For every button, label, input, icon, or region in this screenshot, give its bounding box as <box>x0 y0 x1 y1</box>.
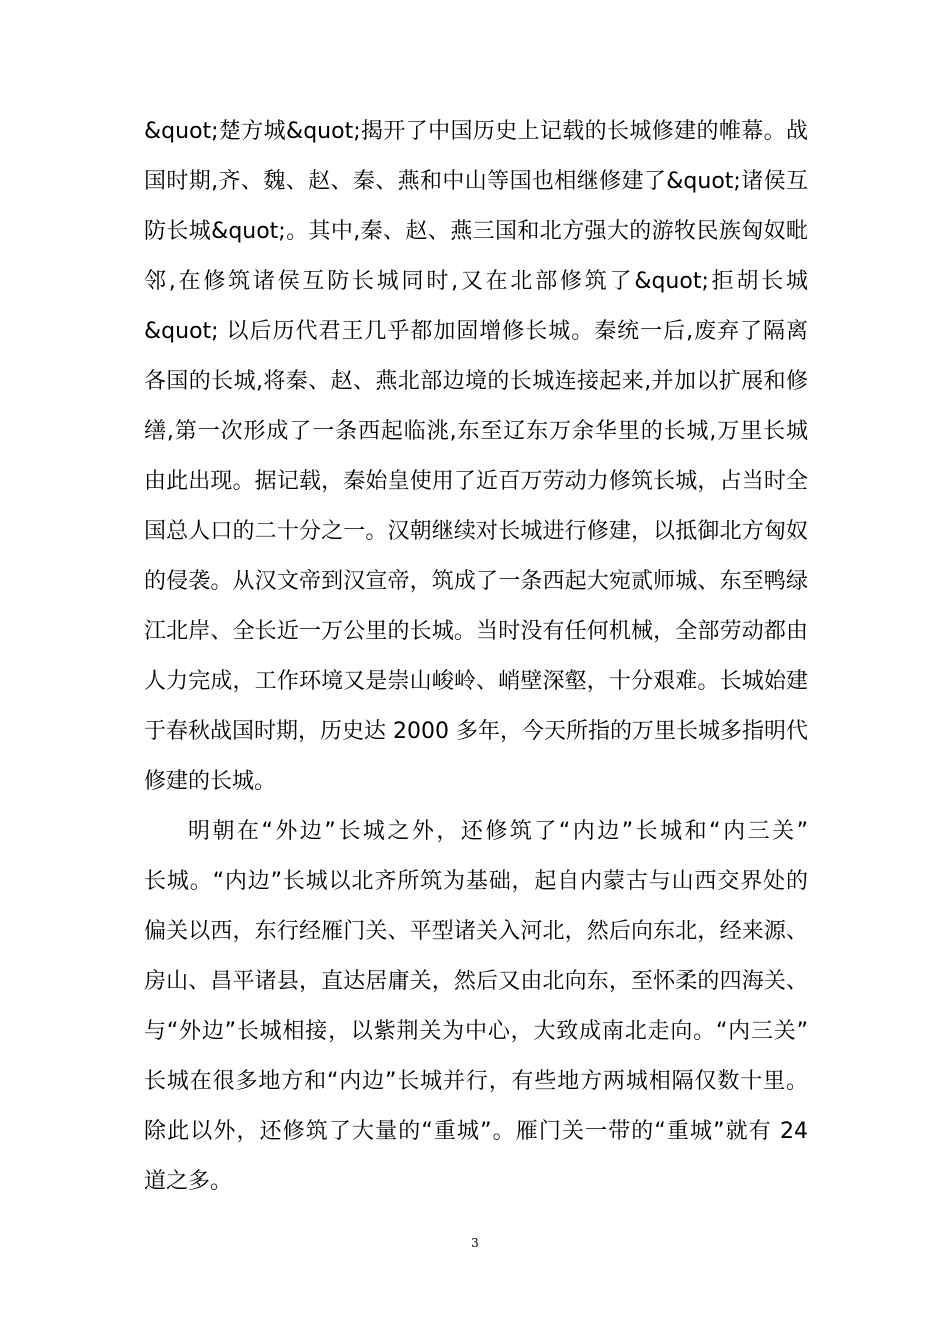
text-line: 国总人口的二十分之一。汉朝继续对长城进行修建，以抵御北方匈奴 <box>144 519 808 544</box>
text-line: 由此出现。据记载，秦始皇使用了近百万劳动力修筑长城，占当时全 <box>144 469 808 494</box>
text-line: 房山、昌平诸县，直达居庸关，然后又由北向东，至怀柔的四海关、 <box>144 969 808 994</box>
text-line: &quot; 以后历代君王几乎都加固增修长城。秦统一后,废弃了隔离 <box>144 319 808 344</box>
text-line: &quot;楚方城&quot;揭开了中国历史上记载的长城修建的帷幕。战 <box>144 119 808 144</box>
text-line: 偏关以西，东行经雁门关、平型诸关入河北，然后向东北，经来源、 <box>144 919 808 944</box>
text-line: 于春秋战国时期，历史达 2000 多年，今天所指的万里长城多指明代 <box>144 719 808 744</box>
text-line: 与“外边”长城相接，以紫荆关为中心，大致成南北走向。“内三关” <box>144 1019 808 1044</box>
text-line: 的侵袭。从汉文帝到汉宣帝，筑成了一条西起大宛贰师城、东至鸭绿 <box>144 569 808 594</box>
text-line: 国时期,齐、魏、赵、秦、燕和中山等国也相继修建了&quot;诸侯互 <box>144 169 808 194</box>
text-line: 长城在很多地方和“内边”长城并行，有些地方两城相隔仅数十里。 <box>144 1069 808 1094</box>
text-line: 除此以外，还修筑了大量的“重城”。雁门关一带的“重城”就有 24 <box>144 1119 808 1144</box>
text-line: 人力完成，工作环境又是崇山峻岭、峭壁深壑，十分艰难。长城始建 <box>144 669 808 694</box>
text-line: 修建的长城。 <box>144 769 277 794</box>
text-line: 明朝在“外边”长城之外，还修筑了“内边”长城和“内三关” <box>188 819 808 844</box>
text-line: 邻,在修筑诸侯互防长城同时,又在北部修筑了&quot;拒胡长城 <box>144 269 808 294</box>
text-line: 江北岸、全长近一万公里的长城。当时没有任何机械，全部劳动都由 <box>144 619 808 644</box>
page-number: 3 <box>471 1236 479 1250</box>
text-line: 缮,第一次形成了一条西起临洮,东至辽东万余华里的长城,万里长城 <box>144 419 808 444</box>
text-line: 各国的长城,将秦、赵、燕北部边境的长城连接起来,并加以扩展和修 <box>144 369 808 394</box>
text-line: 长城。“内边”长城以北齐所筑为基础，起自内蒙古与山西交界处的 <box>144 869 808 894</box>
text-line: 道之多。 <box>144 1169 233 1194</box>
text-line: 防长城&quot;。其中,秦、赵、燕三国和北方强大的游牧民族匈奴毗 <box>144 219 808 244</box>
